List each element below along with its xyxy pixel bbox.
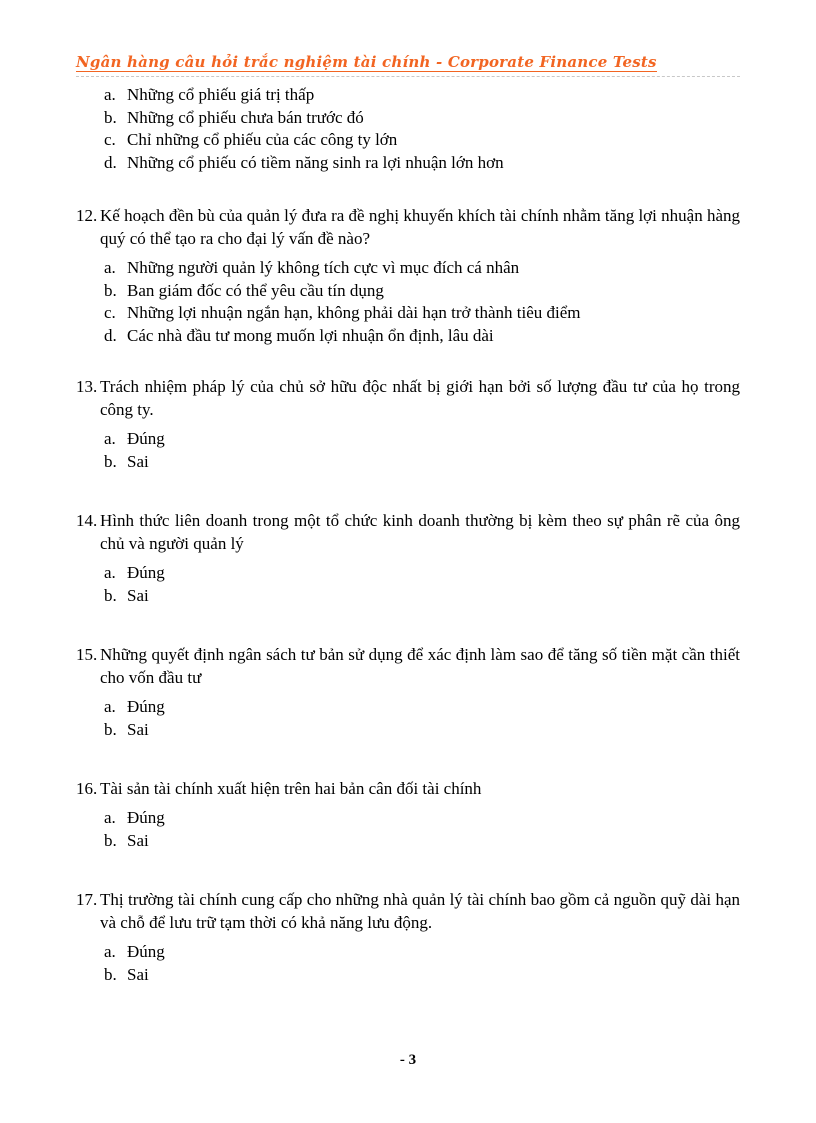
option-text: Những cổ phiếu giá trị thấp (127, 85, 315, 104)
option-letter: a. (104, 942, 116, 961)
option-letter: a. (104, 697, 116, 716)
option-text: Đúng (127, 942, 165, 961)
option-letter: b. (104, 107, 117, 127)
option (76, 941, 740, 964)
option-text: Chỉ những cổ phiếu của các công ty lớn (127, 130, 398, 149)
option-letter: b. (104, 451, 117, 471)
option (76, 152, 740, 175)
question-text: Trách nhiệm pháp lý của chủ sở hữu độc nhất bị giới hạn bởi số lượng đầu tư của họ trong công ty. (100, 377, 740, 419)
option (76, 964, 740, 987)
option-text: Những người quản lý không tích cực vì mục đích cá nhân (127, 258, 520, 277)
option-letter: a. (104, 808, 116, 827)
option (76, 451, 740, 474)
option (76, 84, 740, 107)
page-number: - 3 (399, 1052, 417, 1068)
option-text: Sai (127, 830, 149, 850)
question-stem (76, 375, 740, 421)
option-text: Ban giám đốc có thể yêu cầu tín dụng (127, 280, 384, 300)
option (76, 585, 740, 608)
question-12 (76, 204, 740, 347)
option-text: Những cổ phiếu có tiềm năng sinh ra lợi nhuận lớn hơn (127, 152, 504, 172)
option (76, 562, 740, 585)
option (76, 696, 740, 719)
option-text: Đúng (127, 808, 165, 827)
document-body (76, 84, 740, 986)
option-letter: a. (104, 258, 116, 277)
question-number: 12. (76, 206, 98, 225)
option-letter: b. (104, 719, 117, 739)
option (76, 830, 740, 853)
option-text: Đúng (127, 697, 165, 716)
option-text: Những lợi nhuận ngắn hạn, không phải dài hạn trở thành tiêu điểm (127, 303, 581, 322)
question-stem (76, 888, 740, 934)
question-number: 13. (76, 377, 98, 396)
question-text: Tài sản tài chính xuất hiện trên hai bản cân đối tài chính (100, 779, 482, 798)
option (76, 807, 740, 830)
option-letter: b. (104, 585, 117, 605)
question-stem (76, 204, 740, 250)
option (76, 428, 740, 451)
option-text: Sai (127, 964, 149, 984)
option (76, 257, 740, 280)
option-letter: d. (104, 152, 117, 172)
option-text: Sai (127, 451, 149, 471)
header-title: Ngân hàng câu hỏi trắc nghiệm tài chính - Corporate Finance Tests (76, 53, 657, 71)
option-letter: a. (104, 563, 116, 582)
option-letter: b. (104, 964, 117, 984)
option (76, 302, 740, 325)
question-stem (76, 777, 740, 800)
option-letter: c. (104, 130, 116, 149)
option-text: Đúng (127, 563, 165, 582)
question-16 (76, 777, 740, 852)
question-stem (76, 509, 740, 555)
question-text: Kế hoạch đền bù của quản lý đưa ra đề nghị khuyến khích tài chính nhằm tăng lợi nhuận hàng quý có thể tạo ra cho đại lý vấn đề nào? (100, 206, 740, 248)
option-letter: b. (104, 830, 117, 850)
page-header (76, 53, 740, 77)
option (76, 325, 740, 348)
option-text: Sai (127, 719, 149, 739)
question-14 (76, 509, 740, 607)
question-number: 17. (76, 890, 98, 909)
option (76, 107, 740, 130)
option-text: Các nhà đầu tư mong muốn lợi nhuận ổn định, lâu dài (127, 325, 494, 345)
question-stem (76, 643, 740, 689)
option-letter: a. (104, 85, 116, 104)
question-number: 14. (76, 511, 98, 530)
option (76, 280, 740, 303)
option-letter: c. (104, 303, 116, 322)
question-number: 16. (76, 779, 98, 798)
question-text: Những quyết định ngân sách tư bản sử dụng để xác định làm sao để tăng số tiền mặt cần thiết cho vốn đầu tư (100, 645, 740, 687)
previous-question-options (76, 84, 740, 174)
option-text: Sai (127, 585, 149, 605)
question-15 (76, 643, 740, 741)
option-text: Đúng (127, 429, 165, 448)
question-number: 15. (76, 645, 98, 664)
option-letter: a. (104, 429, 116, 448)
question-text: Thị trường tài chính cung cấp cho những nhà quản lý tài chính bao gồm cả nguồn quỹ dài hạn và chỗ để lưu trữ tạm thời có khả năng lưu động. (100, 890, 740, 932)
question-13 (76, 375, 740, 473)
option (76, 129, 740, 152)
option-letter: b. (104, 280, 117, 300)
option (76, 719, 740, 742)
question-17 (76, 888, 740, 986)
option-letter: d. (104, 325, 117, 345)
option-text: Những cổ phiếu chưa bán trước đó (127, 107, 364, 127)
question-text: Hình thức liên doanh trong một tổ chức kinh doanh thường bị kèm theo sự phân rẽ của ông chủ và người quản lý (100, 511, 740, 553)
